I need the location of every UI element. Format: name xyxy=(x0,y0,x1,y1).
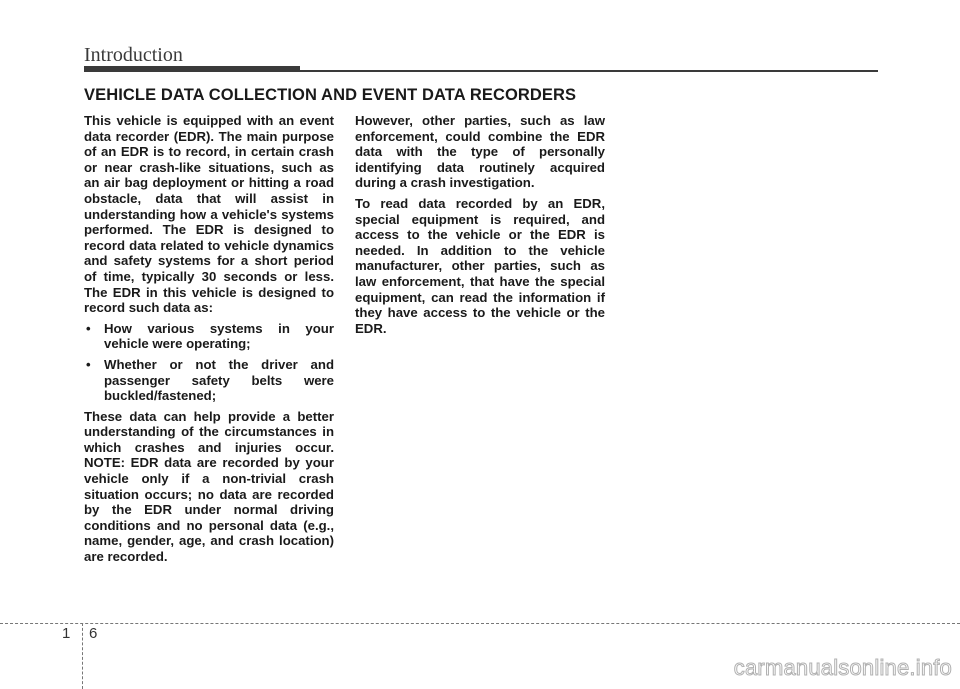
right-column xyxy=(355,113,605,341)
bullet-icon: • xyxy=(86,320,91,336)
footer-divider xyxy=(82,623,83,689)
list-item xyxy=(84,357,334,404)
watermark: carmanualsonline.info xyxy=(733,655,952,680)
bullet-icon: • xyxy=(86,356,91,372)
list-item xyxy=(84,321,334,352)
intro-paragraph: This vehicle is equipped with an event data recorder (EDR). The main purpose of an EDR is to record, in certain crash or near crash-like situations, such as an air bag deployment or hitting a road obstacle, data that will assist in understanding how a vehicle's systems performed. The EDR is designed to record data related to vehicle dynamics and safety systems for a short period of time, typically 30 seconds or less. The EDR in this vehicle is designed to record such data as: xyxy=(84,113,334,316)
third-party-paragraph: However, other parties, such as law enforcement, could combine the EDR data with the type of personally identifying data routinely acquired during a crash investigation. xyxy=(355,113,605,191)
left-column xyxy=(84,113,334,570)
header-rule-thin xyxy=(300,70,878,72)
page-heading: VEHICLE DATA COLLECTION AND EVENT DATA RECORDERS xyxy=(84,86,577,104)
header-rule-thick xyxy=(84,66,300,72)
section-label: Introduction xyxy=(84,44,183,66)
page-number: 6 xyxy=(89,625,98,642)
read-access-paragraph: To read data recorded by an EDR, special equipment is required, and access to the vehicle or the EDR is needed. In addition to the vehicle manufacturer, other parties, such as law enforcement, that have the special equipment, can read the information if they have access to the vehicle or the EDR. xyxy=(355,195,605,336)
chapter-number: 1 xyxy=(62,625,71,642)
list-item-text: How various systems in your vehicle were operating; xyxy=(104,320,334,352)
list-item-text: Whether or not the driver and passenger safety belts were buckled/fastened; xyxy=(104,356,334,404)
footer-dashed-line xyxy=(0,623,960,624)
closing-paragraph: These data can help provide a better understanding of the circumstances in which crashes and injuries occur. NOTE: EDR data are recorded by your vehicle only if a non-trivial crash situation occurs; no data are recorded by the EDR under normal driving conditions and no personal data (e.g., name, gender, age, and crash location) are recorded. xyxy=(84,408,334,565)
recorded-data-list xyxy=(84,321,334,404)
